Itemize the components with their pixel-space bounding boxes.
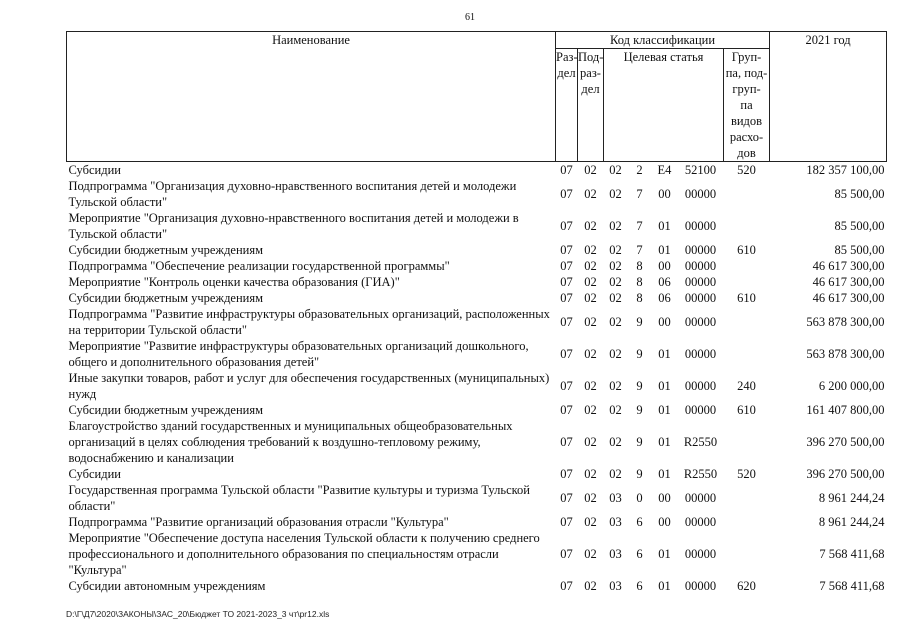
row-razdel: 07 <box>560 291 573 305</box>
row-target-direction: 00000 <box>684 275 717 289</box>
row-target-subprogram: 9 <box>636 435 643 449</box>
row-target-program: 03 <box>609 515 622 529</box>
row-target-direction: 52100 <box>684 163 717 177</box>
row-target-program: 03 <box>609 491 622 505</box>
table-row <box>67 338 887 370</box>
row-target-subprogram: 9 <box>636 403 643 417</box>
row-podrazdel: 02 <box>584 259 597 273</box>
row-target-measure: 00 <box>658 515 671 529</box>
row-expense-type <box>724 418 770 466</box>
row-razdel: 07 <box>560 187 573 201</box>
budget-table <box>66 31 887 594</box>
row-target-subprogram: 7 <box>636 243 643 257</box>
table-row <box>67 370 887 402</box>
row-target-measure: 00 <box>658 187 671 201</box>
row-expense-type: 610 <box>737 403 756 417</box>
row-podrazdel: 02 <box>584 275 597 289</box>
row-amount: 396 270 500,00 <box>806 435 885 449</box>
row-target-program: 02 <box>609 435 622 449</box>
row-podrazdel: 02 <box>584 403 597 417</box>
row-target-direction: 00000 <box>684 491 717 505</box>
row-podrazdel: 02 <box>584 347 597 361</box>
row-razdel: 07 <box>560 547 573 561</box>
row-expense-type <box>724 274 770 290</box>
row-razdel: 07 <box>560 435 573 449</box>
header-year: 2021 год <box>770 32 887 162</box>
row-name: Мероприятие "Обеспечение доступа населения Тульской области к получению среднего профессионального и дополнительного образования по специальностям отрасли "Культура" <box>68 531 540 577</box>
row-podrazdel: 02 <box>584 219 597 233</box>
row-amount: 46 617 300,00 <box>812 291 885 305</box>
row-target-program: 02 <box>609 315 622 329</box>
row-razdel: 07 <box>560 379 573 393</box>
table-row <box>67 530 887 578</box>
row-amount: 161 407 800,00 <box>806 403 885 417</box>
table-row <box>67 290 887 306</box>
row-expense-type <box>724 178 770 210</box>
row-razdel: 07 <box>560 515 573 529</box>
row-expense-type <box>724 530 770 578</box>
row-podrazdel: 02 <box>584 435 597 449</box>
row-target-direction: 00000 <box>684 315 717 329</box>
row-podrazdel: 02 <box>584 579 597 593</box>
row-amount: 85 500,00 <box>834 219 885 233</box>
row-target-measure: 01 <box>658 467 671 481</box>
row-target-direction: 00000 <box>684 379 717 393</box>
row-razdel: 07 <box>560 275 573 289</box>
header-classification: Код классификации <box>556 32 770 49</box>
row-expense-type: 520 <box>737 163 756 177</box>
row-target-measure: 01 <box>658 243 671 257</box>
row-target-measure: 00 <box>658 259 671 273</box>
row-podrazdel: 02 <box>584 315 597 329</box>
row-amount: 8 961 244,24 <box>818 515 885 529</box>
row-target-subprogram: 9 <box>636 347 643 361</box>
row-target-program: 02 <box>609 259 622 273</box>
row-amount: 85 500,00 <box>834 243 885 257</box>
row-target-subprogram: 9 <box>636 467 643 481</box>
row-target-direction: 00000 <box>684 579 717 593</box>
row-podrazdel: 02 <box>584 291 597 305</box>
row-target-measure: E4 <box>657 163 672 177</box>
row-podrazdel: 02 <box>584 243 597 257</box>
row-target-subprogram: 8 <box>636 275 643 289</box>
row-amount: 182 357 100,00 <box>806 163 885 177</box>
row-target-program: 02 <box>609 243 622 257</box>
row-target-direction: 00000 <box>684 187 717 201</box>
row-target-program: 03 <box>609 547 622 561</box>
header-group: Груп- па, под- груп- па видов расхо- дов <box>724 49 770 162</box>
row-target-direction: 00000 <box>684 403 717 417</box>
row-name: Субсидии <box>68 467 121 481</box>
row-expense-type <box>724 482 770 514</box>
budget-table-container <box>66 31 886 594</box>
row-expense-type <box>724 306 770 338</box>
row-target-direction: 00000 <box>684 515 717 529</box>
row-razdel: 07 <box>560 163 573 177</box>
table-row <box>67 402 887 418</box>
row-name: Подпрограмма "Развитие инфраструктуры образовательных организаций, расположенных на территории Тульской области" <box>68 307 550 337</box>
row-razdel: 07 <box>560 579 573 593</box>
row-target-subprogram: 2 <box>636 163 643 177</box>
row-name: Субсидии бюджетным учреждениям <box>68 291 264 305</box>
table-row <box>67 482 887 514</box>
row-name: Мероприятие "Контроль оценки качества образования (ГИА)" <box>68 275 400 289</box>
row-target-measure: 06 <box>658 291 671 305</box>
row-razdel: 07 <box>560 243 573 257</box>
table-row <box>67 418 887 466</box>
row-name: Мероприятие "Развитие инфраструктуры образовательных организаций дошкольного, общего и дополнительного образования детей" <box>68 339 529 369</box>
row-target-direction: 00000 <box>684 347 717 361</box>
row-target-program: 02 <box>609 187 622 201</box>
table-body <box>67 162 887 595</box>
page-number: 61 <box>465 12 475 23</box>
row-name: Субсидии <box>68 163 121 177</box>
row-target-subprogram: 9 <box>636 315 643 329</box>
row-target-program: 02 <box>609 467 622 481</box>
row-razdel: 07 <box>560 491 573 505</box>
row-podrazdel: 02 <box>584 379 597 393</box>
row-razdel: 07 <box>560 403 573 417</box>
row-target-subprogram: 6 <box>636 579 643 593</box>
row-podrazdel: 02 <box>584 547 597 561</box>
row-expense-type: 610 <box>737 291 756 305</box>
row-target-measure: 01 <box>658 347 671 361</box>
row-target-subprogram: 8 <box>636 291 643 305</box>
row-expense-type <box>724 210 770 242</box>
row-target-direction: 00000 <box>684 291 717 305</box>
row-razdel: 07 <box>560 347 573 361</box>
row-name: Субсидии бюджетным учреждениям <box>68 403 264 417</box>
row-podrazdel: 02 <box>584 187 597 201</box>
row-target-measure: 01 <box>658 547 671 561</box>
row-podrazdel: 02 <box>584 515 597 529</box>
row-target-measure: 01 <box>658 435 671 449</box>
table-row <box>67 514 887 530</box>
row-target-direction: 00000 <box>684 243 717 257</box>
row-target-subprogram: 8 <box>636 259 643 273</box>
row-razdel: 07 <box>560 259 573 273</box>
row-amount: 7 568 411,68 <box>819 579 885 593</box>
row-target-program: 02 <box>609 275 622 289</box>
row-expense-type: 620 <box>737 579 756 593</box>
row-razdel: 07 <box>560 467 573 481</box>
row-target-subprogram: 6 <box>636 515 643 529</box>
row-target-measure: 01 <box>658 403 671 417</box>
row-target-direction: 00000 <box>684 259 717 273</box>
row-amount: 563 878 300,00 <box>806 315 885 329</box>
row-expense-type <box>724 338 770 370</box>
row-target-program: 02 <box>609 403 622 417</box>
row-name: Подпрограмма "Обеспечение реализации государственной программы" <box>68 259 450 273</box>
row-target-program: 02 <box>609 219 622 233</box>
row-name: Благоустройство зданий государственных и муниципальных общеобразовательных организаций в целях соблюдения требований к воздушно-тепловому режиму, водоснабжению и канализации <box>68 419 513 465</box>
row-razdel: 07 <box>560 219 573 233</box>
row-target-program: 03 <box>609 579 622 593</box>
row-amount: 46 617 300,00 <box>812 259 885 273</box>
row-razdel: 07 <box>560 315 573 329</box>
row-name: Мероприятие "Организация духовно-нравственного воспитания детей и молодежи в Тульской области" <box>68 211 519 241</box>
row-target-program: 02 <box>609 163 622 177</box>
row-target-program: 02 <box>609 291 622 305</box>
row-target-direction: R2550 <box>683 435 718 449</box>
file-path-footer: D:\Г\Д7\2020\ЗАКОНЫ\ЗАС_20\Бюджет ТО 2021-2023_3 чт\pr12.xls <box>66 609 330 619</box>
row-target-program: 02 <box>609 379 622 393</box>
row-target-direction: 00000 <box>684 219 717 233</box>
row-target-subprogram: 7 <box>636 219 643 233</box>
table-row <box>67 306 887 338</box>
table-row <box>67 274 887 290</box>
row-target-measure: 01 <box>658 579 671 593</box>
row-target-measure: 01 <box>658 219 671 233</box>
row-amount: 8 961 244,24 <box>818 491 885 505</box>
row-amount: 563 878 300,00 <box>806 347 885 361</box>
row-expense-type: 240 <box>737 379 756 393</box>
row-podrazdel: 02 <box>584 163 597 177</box>
row-amount: 6 200 000,00 <box>818 379 885 393</box>
header-razdel: Раз- дел <box>556 49 578 162</box>
row-name: Государственная программа Тульской области "Развитие культуры и туризма Тульской области" <box>68 483 530 513</box>
table-row <box>67 210 887 242</box>
table-row <box>67 466 887 482</box>
row-target-direction: 00000 <box>684 547 717 561</box>
row-target-measure: 00 <box>658 315 671 329</box>
row-name: Субсидии бюджетным учреждениям <box>68 243 264 257</box>
row-target-measure: 06 <box>658 275 671 289</box>
table-row <box>67 258 887 274</box>
row-name: Иные закупки товаров, работ и услуг для обеспечения государственных (муниципальных) нужд <box>68 371 550 401</box>
row-podrazdel: 02 <box>584 467 597 481</box>
row-target-subprogram: 6 <box>636 547 643 561</box>
row-name: Подпрограмма "Организация духовно-нравственного воспитания детей и молодежи Тульской области" <box>68 179 517 209</box>
row-target-subprogram: 0 <box>636 491 643 505</box>
row-amount: 85 500,00 <box>834 187 885 201</box>
row-target-measure: 00 <box>658 491 671 505</box>
row-target-subprogram: 9 <box>636 379 643 393</box>
row-amount: 396 270 500,00 <box>806 467 885 481</box>
row-expense-type <box>724 258 770 274</box>
row-target-program: 02 <box>609 347 622 361</box>
header-target: Целевая статья <box>604 49 724 162</box>
row-name: Подпрограмма "Развитие организаций образования отрасли "Культура" <box>68 515 449 529</box>
row-amount: 46 617 300,00 <box>812 275 885 289</box>
row-amount: 7 568 411,68 <box>819 547 885 561</box>
row-target-subprogram: 7 <box>636 187 643 201</box>
row-expense-type: 520 <box>737 467 756 481</box>
row-expense-type: 610 <box>737 243 756 257</box>
table-row <box>67 242 887 258</box>
row-expense-type <box>724 514 770 530</box>
row-podrazdel: 02 <box>584 491 597 505</box>
row-target-measure: 01 <box>658 379 671 393</box>
row-name: Субсидии автономным учреждениям <box>68 579 266 593</box>
table-row <box>67 578 887 594</box>
header-podrazdel: Под- раз- дел <box>578 49 604 162</box>
row-target-direction: R2550 <box>683 467 718 481</box>
table-row <box>67 162 887 179</box>
header-name: Наименование <box>67 32 556 162</box>
table-row <box>67 178 887 210</box>
